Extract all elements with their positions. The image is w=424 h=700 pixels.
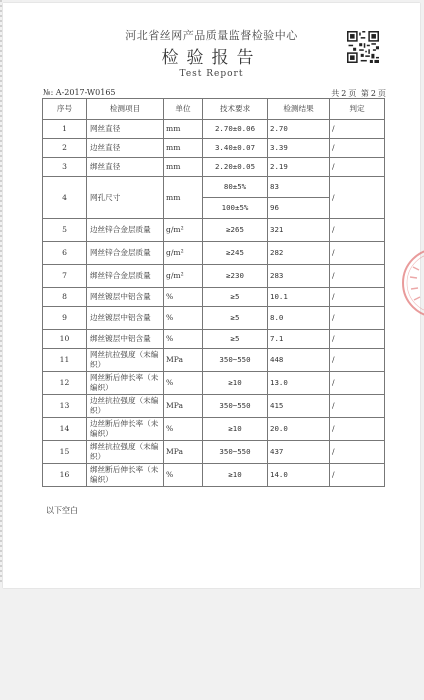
row-number: 6	[43, 242, 87, 265]
row-number: 9	[43, 307, 87, 330]
row-result: 415	[268, 395, 330, 418]
row-verdict: /	[330, 139, 385, 158]
row-result: 8.0	[268, 307, 330, 330]
row-result: 7.1	[268, 330, 330, 349]
col-header-requirement: 技术要求	[203, 99, 268, 120]
report-number: №: A-2017-W0165	[43, 88, 116, 97]
col-header-verdict: 判定	[330, 99, 385, 120]
table-row	[43, 372, 385, 395]
row-unit: mm	[164, 177, 203, 219]
row-verdict: /	[330, 288, 385, 307]
table-row	[43, 120, 385, 139]
row-requirement: 350~550	[203, 349, 268, 372]
row-unit: mm	[164, 158, 203, 177]
row-item: 边丝镀层中铝含量	[87, 307, 164, 330]
table-row	[43, 441, 385, 464]
row-item: 网丝直径	[87, 120, 164, 139]
row-result: 448	[268, 349, 330, 372]
row-verdict: /	[330, 158, 385, 177]
row-number: 8	[43, 288, 87, 307]
org-name: 河北省丝网产品质量监督检验中心	[125, 29, 298, 42]
row-number: 13	[43, 395, 87, 418]
row-requirement: ≥245	[203, 242, 268, 265]
row-number: 2	[43, 139, 87, 158]
row-verdict: /	[330, 219, 385, 242]
row-requirement: 100±5%	[203, 198, 268, 219]
row-requirement: 2.20±0.05	[203, 158, 268, 177]
scan-edge	[0, 0, 2, 585]
table-row	[43, 288, 385, 307]
row-unit: %	[164, 372, 203, 395]
report-title: 检验报告	[161, 48, 262, 68]
row-item: 网丝锌合金层质量	[87, 242, 164, 265]
qr-code-icon	[347, 31, 379, 63]
row-requirement: ≥265	[203, 219, 268, 242]
report-page	[3, 3, 420, 588]
row-number: 14	[43, 418, 87, 441]
col-header-no: 序号	[43, 99, 87, 120]
row-verdict: /	[330, 395, 385, 418]
row-result: 14.0	[268, 464, 330, 487]
row-item: 网丝断后伸长率（未编织）	[87, 372, 164, 395]
row-number: 11	[43, 349, 87, 372]
row-verdict: /	[330, 242, 385, 265]
row-requirement: 350~550	[203, 395, 268, 418]
table-row	[43, 395, 385, 418]
row-result: 321	[268, 219, 330, 242]
row-requirement: ≥230	[203, 265, 268, 288]
row-number: 12	[43, 372, 87, 395]
table-row	[43, 418, 385, 441]
row-requirement: ≥10	[203, 464, 268, 487]
row-number: 1	[43, 120, 87, 139]
row-requirement: ≥10	[203, 418, 268, 441]
row-item: 绑丝直径	[87, 158, 164, 177]
row-result: 2.70	[268, 120, 330, 139]
row-unit: mm	[164, 139, 203, 158]
row-number: 4	[43, 177, 87, 219]
table-row	[43, 464, 385, 487]
row-item: 绑丝抗拉强度（未编织）	[87, 441, 164, 464]
row-result: 96	[268, 198, 330, 219]
row-requirement: ≥5	[203, 307, 268, 330]
row-item: 网丝镀层中铝含量	[87, 288, 164, 307]
row-requirement: ≥10	[203, 372, 268, 395]
row-number: 5	[43, 219, 87, 242]
row-verdict: /	[330, 349, 385, 372]
row-unit: MPa	[164, 349, 203, 372]
row-number: 10	[43, 330, 87, 349]
table-row	[43, 139, 385, 158]
table-row	[43, 349, 385, 372]
row-requirement: 3.40±0.07	[203, 139, 268, 158]
row-unit: %	[164, 307, 203, 330]
row-result: 10.1	[268, 288, 330, 307]
row-verdict: /	[330, 307, 385, 330]
row-unit: %	[164, 330, 203, 349]
col-header-unit: 单位	[164, 99, 203, 120]
row-verdict: /	[330, 330, 385, 349]
row-unit: mm	[164, 120, 203, 139]
row-number: 16	[43, 464, 87, 487]
row-result: 437	[268, 441, 330, 464]
row-unit: %	[164, 464, 203, 487]
page-indicator: 共 2 页 第 2 页	[331, 89, 386, 98]
row-unit: %	[164, 418, 203, 441]
row-unit: g/m²	[164, 242, 203, 265]
row-requirement: 2.70±0.06	[203, 120, 268, 139]
row-unit: MPa	[164, 441, 203, 464]
row-item: 边丝断后伸长率（未编织）	[87, 418, 164, 441]
row-number: 3	[43, 158, 87, 177]
row-result: 13.0	[268, 372, 330, 395]
row-requirement: 350~550	[203, 441, 268, 464]
row-number: 15	[43, 441, 87, 464]
row-result: 83	[268, 177, 330, 198]
row-requirement: ≥5	[203, 330, 268, 349]
row-item: 绑丝镀层中铝含量	[87, 330, 164, 349]
row-item: 边丝直径	[87, 139, 164, 158]
row-item: 网丝抗拉强度（未编织）	[87, 349, 164, 372]
row-verdict: /	[330, 418, 385, 441]
row-result: 282	[268, 242, 330, 265]
row-item: 边丝锌合金层质量	[87, 219, 164, 242]
end-note: 以下空白	[46, 506, 78, 515]
table-row	[43, 177, 385, 198]
table-row	[43, 158, 385, 177]
row-verdict: /	[330, 120, 385, 139]
test-results-table	[42, 98, 385, 487]
row-unit: %	[164, 288, 203, 307]
row-verdict: /	[330, 464, 385, 487]
table-header-row	[43, 99, 385, 120]
row-result: 20.0	[268, 418, 330, 441]
row-item: 绑丝断后伸长率（未编织）	[87, 464, 164, 487]
report-subtitle: Test Report	[179, 69, 244, 79]
table-row	[43, 330, 385, 349]
row-unit: g/m²	[164, 265, 203, 288]
row-item: 边丝抗拉强度（未编织）	[87, 395, 164, 418]
col-header-item: 检测项目	[87, 99, 164, 120]
official-seal-icon	[399, 243, 424, 323]
table-row	[43, 242, 385, 265]
row-item: 网孔尺寸	[87, 177, 164, 219]
table-row	[43, 307, 385, 330]
row-verdict: /	[330, 265, 385, 288]
table-row	[43, 219, 385, 242]
row-item: 绑丝锌合金层质量	[87, 265, 164, 288]
row-verdict: /	[330, 372, 385, 395]
row-number: 7	[43, 265, 87, 288]
col-header-result: 检测结果	[268, 99, 330, 120]
row-result: 3.39	[268, 139, 330, 158]
row-unit: MPa	[164, 395, 203, 418]
row-requirement: ≥5	[203, 288, 268, 307]
row-requirement: 80±5%	[203, 177, 268, 198]
table-row	[43, 265, 385, 288]
row-result: 283	[268, 265, 330, 288]
row-verdict: /	[330, 441, 385, 464]
row-unit: g/m²	[164, 219, 203, 242]
row-result: 2.19	[268, 158, 330, 177]
row-verdict: /	[330, 177, 385, 219]
